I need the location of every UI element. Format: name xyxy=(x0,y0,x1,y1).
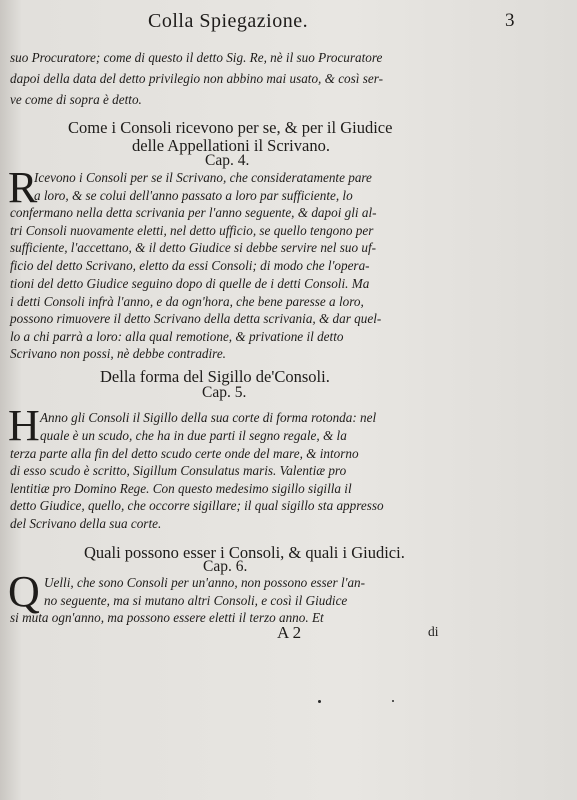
body-line: dapoi della data del detto privilegio non abbino mai usato, & così ser- xyxy=(10,71,383,86)
page-number: 3 xyxy=(505,10,515,31)
drop-cap: R xyxy=(8,163,38,212)
chapter-heading: Quali possono esser i Consoli, & quali i Giudici. xyxy=(84,543,405,562)
body-line: Anno gli Consoli il Sigillo della sua corte di forma rotonda: nel xyxy=(40,410,377,425)
body-line: tri Consoli nuovamente eletti, nel detto ufficio, se quello tengono per xyxy=(10,223,374,238)
body-line: Uelli, che sono Consoli per un'anno, non possono esser l'an- xyxy=(44,575,366,590)
body-line: Scrivano non possi, nè debbe contradire. xyxy=(10,346,226,361)
body-line: di esso scudo è scritto, Sigillum Consulatus maris. Valentiæ pro xyxy=(10,463,347,478)
body-line: lentitiæ pro Domino Rege. Con questo medesimo sigillo sigilla il xyxy=(10,481,352,496)
catchword: di xyxy=(428,624,439,639)
running-header-title: Colla Spiegazione. xyxy=(148,10,309,32)
ink-speck xyxy=(318,700,321,703)
body-line: sufficiente, l'accettano, & il detto Giudice si debbe servire nel suo uf- xyxy=(10,240,376,255)
body-line: confermano nella detta scrivania per l'anno seguente, & dapoi gli al- xyxy=(10,205,377,220)
body-line: del Scrivano della sua corte. xyxy=(10,516,162,531)
chapter-heading: Della forma del Sigillo de'Consoli. xyxy=(100,367,330,386)
chapter-number: Cap. 4. xyxy=(205,152,250,169)
body-line: a loro, & se colui dell'anno passato a loro par sufficiente, lo xyxy=(34,188,353,203)
body-line: lo a chi parrà a loro: alla qual remotione, & privatione il detto xyxy=(10,329,344,344)
body-line: si muta ogn'anno, ma possono essere eletti il terzo anno. Et xyxy=(10,610,324,625)
signature-mark: A 2 xyxy=(277,623,302,642)
body-line: ve come di sopra è detto. xyxy=(10,92,142,107)
body-line: detto Giudice, quello, che occorre sigillare; il qual sigillo sta appresso xyxy=(10,498,384,513)
body-line: no seguente, ma si mutano altri Consoli, e così il Giudice xyxy=(44,593,348,608)
chapter-number: Cap. 6. xyxy=(203,558,248,575)
body-line: i detti Consoli infrà l'anno, e da ogn'hora, che bene paresse a loro, xyxy=(10,294,364,309)
body-line: ficio del detto Scrivano, eletto da essi Consoli; di modo che l'opera- xyxy=(10,258,370,273)
chapter-number: Cap. 5. xyxy=(202,384,247,401)
drop-cap: Q xyxy=(8,567,40,616)
drop-cap: H xyxy=(8,401,40,450)
body-line: tioni del detto Giudice seguino dopo di quelle de i detti Consoli. Ma xyxy=(10,276,370,291)
chapter-heading: delle Appellationi il Scrivano. xyxy=(132,136,330,155)
ink-speck xyxy=(392,700,394,702)
chapter-heading: Come i Consoli ricevono per se, & per il Giudice xyxy=(68,118,393,137)
body-line: terza parte alla fin del detto scudo certe onde del mare, & intorno xyxy=(10,446,359,461)
body-line: quale è un scudo, che ha in due parti il segno regale, & la xyxy=(40,428,347,443)
body-line: Icevono i Consoli per se il Scrivano, che consideratamente pare xyxy=(34,170,372,185)
body-line: possono rimuovere il detto Scrivano della detta scrivania, & dar quel- xyxy=(10,311,382,326)
body-line: suo Procuratore; come di questo il detto Sig. Re, nè il suo Procuratore xyxy=(10,50,383,65)
